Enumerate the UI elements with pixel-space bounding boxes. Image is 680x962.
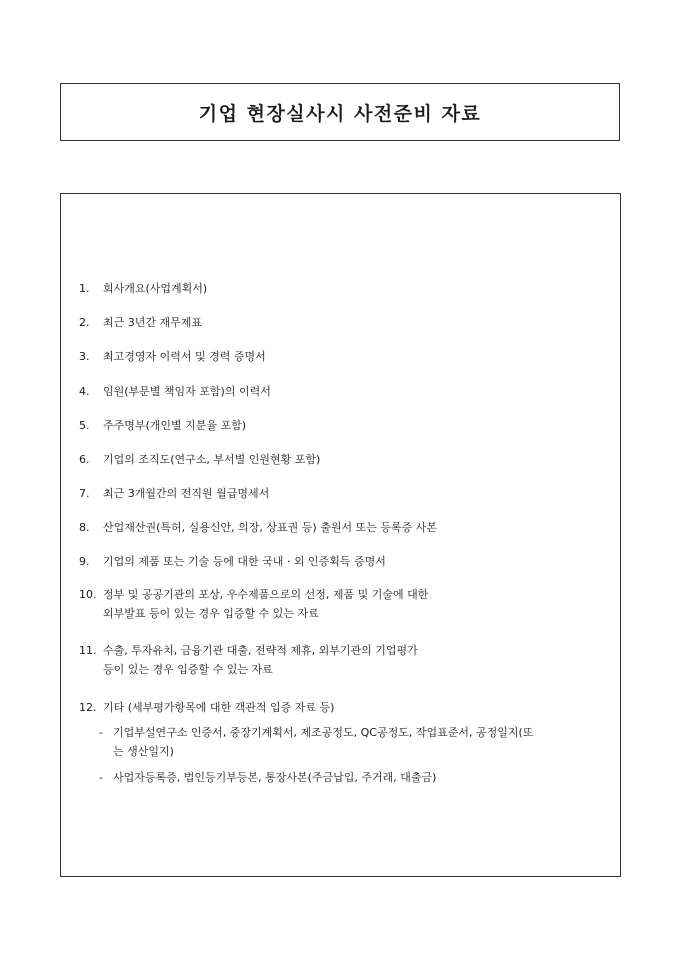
list-item-3 [79, 347, 620, 366]
list-item-7 [79, 484, 620, 503]
item-text: 수출, 투자유치, 금융기관 대출, 전략적 제휴, 외부기관의 기업평가 [103, 644, 418, 657]
item-number: 12. [79, 701, 97, 714]
item-number: 3. [79, 350, 90, 363]
item-text: 최근 3개월간의 전직원 월급명세서 [103, 487, 270, 500]
list-item-6 [79, 450, 620, 469]
list-item-4 [79, 382, 620, 401]
list-item-9 [79, 552, 620, 571]
item-text: 최근 3년간 재무제표 [103, 316, 202, 329]
item-number: 6. [79, 453, 90, 466]
item-number: 11. [79, 644, 97, 657]
list-item-8 [79, 518, 620, 537]
item-number: 2. [79, 316, 90, 329]
item-number: 10. [79, 588, 97, 601]
item-text: 산업재산권(특허, 실용신안, 의장, 상표권 등) 출원서 또는 등록증 사본 [103, 521, 437, 534]
item-number: 4. [79, 385, 90, 398]
item-text-continuation: 외부발표 등이 있는 경우 입증할 수 있는 자료 [103, 607, 319, 620]
list-item-2 [79, 313, 620, 332]
item-number: 9. [79, 555, 90, 568]
sub-item-text: 기업부설연구소 인증서, 중장기계획서, 제조공정도, QC공정도, 작업표준서, 공정일지(또 [113, 726, 534, 739]
list-item-1 [79, 279, 620, 298]
item-text: 기타 (세부평가항목에 대한 객관적 입증 자료 등) [103, 701, 335, 714]
list-item-12 [79, 698, 620, 717]
item-text-continuation: 등이 있는 경우 입증할 수 있는 자료 [103, 663, 273, 676]
item-text: 임원(부문별 책임자 포함)의 이력서 [103, 385, 271, 398]
sub-item-dash: - [99, 726, 103, 739]
item-number: 5. [79, 419, 90, 432]
item-number: 7. [79, 487, 90, 500]
item-text: 정부 및 공공기관의 포상, 우수제품으로의 선정, 제품 및 기술에 대한 [103, 588, 429, 601]
item-text: 주주명부(개인별 지분율 포함) [103, 419, 247, 432]
item-number: 1. [79, 282, 90, 295]
sub-item-text-continuation: 는 생산일지) [113, 745, 174, 758]
sub-item-1 [99, 723, 620, 761]
item-text: 회사개요(사업계획서) [103, 282, 208, 295]
title-box [60, 83, 620, 141]
list-item-5 [79, 416, 620, 435]
item-text: 최고경영자 이력서 및 경력 증명서 [103, 350, 266, 363]
item-text: 기업의 조직도(연구소, 부서별 인원현황 포함) [103, 453, 321, 466]
document-list-box [60, 193, 621, 877]
document-title: 기업 현장실사시 사전준비 자료 [198, 102, 482, 125]
item-number: 8. [79, 521, 90, 534]
sub-item-dash: - [99, 771, 103, 784]
list-item-10 [79, 585, 620, 623]
sub-item-2 [99, 768, 620, 787]
list-item-11 [79, 641, 620, 679]
sub-item-text: 사업자등록증, 법인등기부등본, 통장사본(주금납입, 주거래, 대출금) [113, 771, 437, 784]
item-text: 기업의 제품 또는 기술 등에 대한 국내 · 외 인증획득 증명서 [103, 555, 386, 568]
